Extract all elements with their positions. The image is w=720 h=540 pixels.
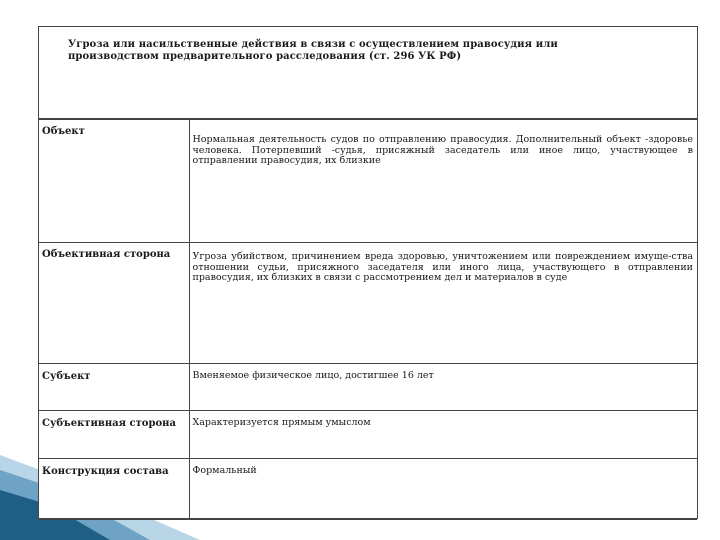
row-value: Характеризуется прямым умыслом <box>192 417 371 428</box>
table-row <box>39 120 697 243</box>
row-label-cell <box>39 364 189 411</box>
row-label-cell <box>39 120 189 243</box>
article-table <box>38 26 698 519</box>
row-label: Объект <box>42 126 85 137</box>
elements-table <box>39 119 697 520</box>
row-value-cell <box>189 364 697 411</box>
row-label-cell <box>39 411 189 459</box>
row-label: Конструкция состава <box>42 466 169 477</box>
row-value: Угроза убийством, причинением вреда здоровью, уничтожением или повреждением имуще-ства отношении судьи, присяжного заседателя или иного лица, участвующего в отправлении правосудия, их близких в связи с рассмотрением дел и материалов в суде <box>192 251 693 283</box>
row-label: Субъективная сторона <box>42 418 176 429</box>
row-value-cell <box>189 459 697 520</box>
table-row <box>39 411 697 459</box>
row-value: Вменяемое физическое лицо, достигшее 16 лет <box>192 370 434 381</box>
table-row <box>39 459 697 520</box>
row-value-cell <box>189 411 697 459</box>
row-label-cell <box>39 243 189 364</box>
row-label: Субъект <box>42 371 91 382</box>
row-value: Формальный <box>192 465 257 476</box>
table-row <box>39 243 697 364</box>
row-label: Объективная сторона <box>42 249 171 260</box>
table-row <box>39 364 697 411</box>
row-label-cell <box>39 459 189 520</box>
row-value-cell <box>189 243 697 364</box>
row-value: Нормальная деятельность судов по отправлению правосудия. Дополнительный объект -здоровье человека. Потерпевший -судья, присяжный заседатель или иное лицо, участвующее в отправлении правосудия, их близкие <box>192 134 693 166</box>
article-title: Угроза или насильственные действия в связи с осуществлением правосудия или производством предварительного расследования (ст. 296 УК РФ) <box>68 39 558 62</box>
row-value-cell <box>189 120 697 243</box>
title-cell <box>39 27 697 119</box>
